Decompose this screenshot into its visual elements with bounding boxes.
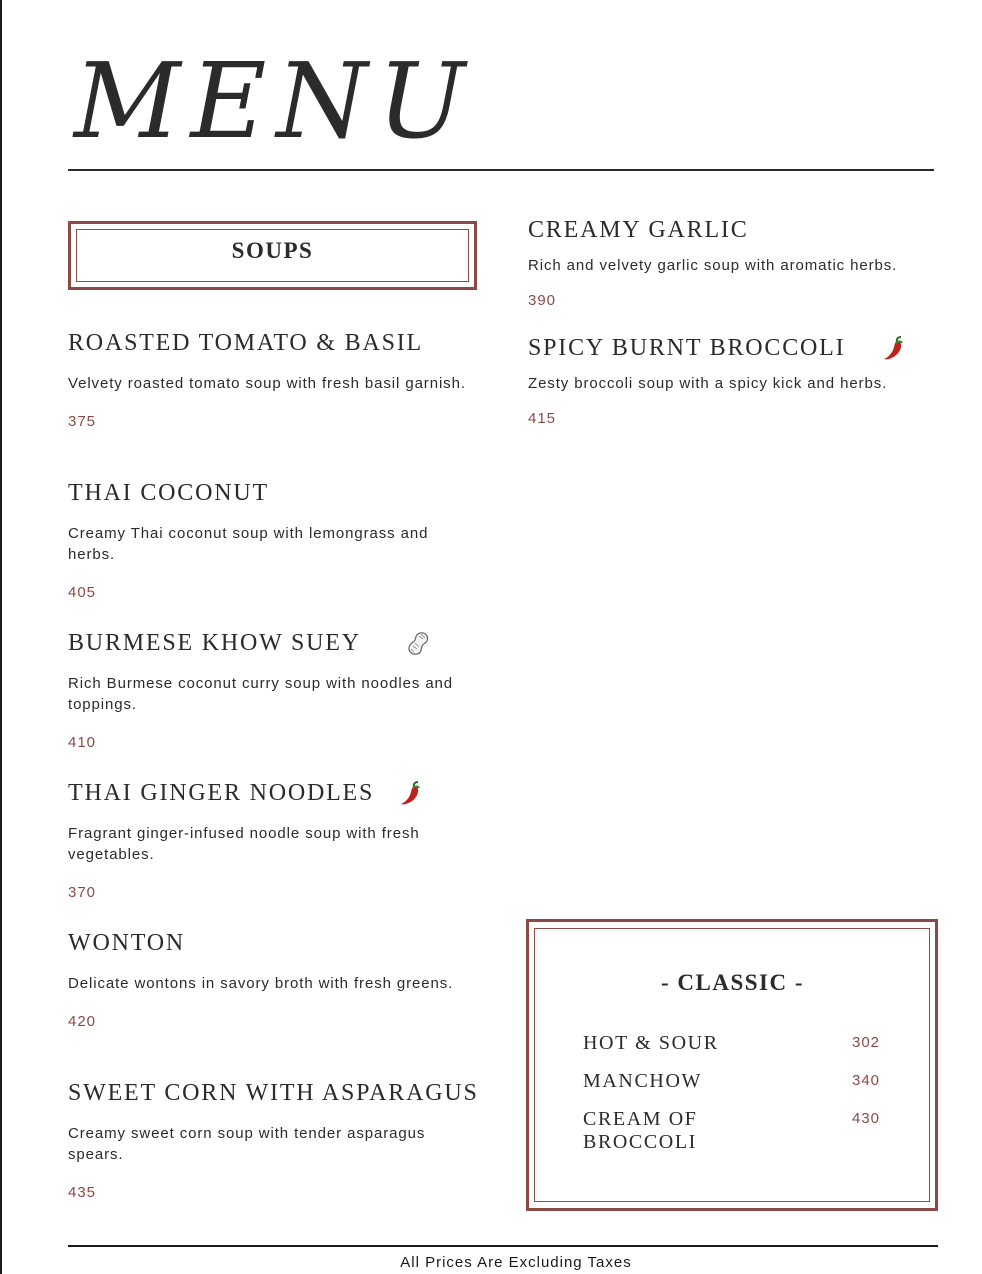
classic-item [583, 1108, 883, 1154]
item-description: Rich and velvety garlic soup with aromatic herbs. [528, 257, 898, 274]
page-title: MENU [74, 40, 476, 162]
classic-item-price: 340 [852, 1072, 881, 1089]
classic-item [583, 1032, 883, 1055]
item-name: WONTON [68, 930, 186, 956]
item-description: Rich Burmese coconut curry soup with noodles and toppings. [68, 675, 454, 713]
page-edge [0, 0, 2, 1274]
item-price: 410 [68, 734, 97, 751]
classic-item-price: 302 [852, 1034, 881, 1051]
item-name: ROASTED TOMATO & BASIL [68, 330, 423, 356]
chili-pepper-icon [881, 335, 907, 361]
menu-item [528, 215, 938, 309]
menu-item [68, 478, 468, 601]
item-name-row [528, 333, 938, 363]
peanut-icon [405, 630, 431, 656]
classic-item [583, 1070, 883, 1093]
menu-item [528, 333, 938, 427]
classic-item-name: HOT & SOUR [583, 1032, 719, 1054]
item-name: BURMESE KHOW SUEY [68, 630, 361, 656]
item-price: 435 [68, 1184, 97, 1201]
item-price: 405 [68, 584, 97, 601]
item-name-row [68, 628, 468, 658]
item-name: THAI GINGER NOODLES [68, 780, 375, 806]
classic-item-price: 430 [852, 1110, 881, 1127]
item-description: Velvety roasted tomato soup with fresh basil garnish. [68, 375, 466, 392]
section-title: SOUPS [231, 238, 314, 263]
item-description: Fragrant ginger-infused noodle soup with fresh vegetables. [68, 825, 420, 863]
item-price: 420 [68, 1013, 97, 1030]
item-name: SPICY BURNT BROCCOLI [528, 335, 846, 361]
item-price: 375 [68, 413, 97, 430]
menu-item [68, 328, 468, 430]
item-name-row [68, 778, 468, 808]
item-price: 415 [528, 410, 557, 427]
classic-title: - CLASSIC - [660, 970, 805, 995]
menu-item [68, 628, 468, 751]
item-name: SWEET CORN WITH ASPARAGUS [68, 1080, 479, 1106]
menu-item [68, 1078, 479, 1201]
item-description: Delicate wontons in savory broth with fresh greens. [68, 975, 454, 992]
chili-pepper-icon [398, 780, 424, 806]
classic-item-name: MANCHOW [583, 1070, 702, 1092]
item-description: Zesty broccoli soup with a spicy kick and herbs. [528, 375, 888, 392]
footer-divider [68, 1245, 938, 1247]
footer-note: All Prices Are Excluding Taxes [400, 1254, 632, 1271]
menu-item [68, 778, 468, 901]
item-price: 370 [68, 884, 97, 901]
item-description: Creamy sweet corn soup with tender asparagus spears. [68, 1125, 426, 1163]
item-name: THAI COCONUT [68, 480, 269, 506]
classic-item-name: CREAM OF BROCCOLI [583, 1108, 698, 1153]
item-price: 390 [528, 292, 557, 309]
title-divider [68, 169, 934, 171]
menu-item [68, 928, 468, 1030]
item-name: CREAMY GARLIC [528, 217, 749, 243]
item-description: Creamy Thai coconut soup with lemongrass and herbs. [68, 525, 429, 563]
